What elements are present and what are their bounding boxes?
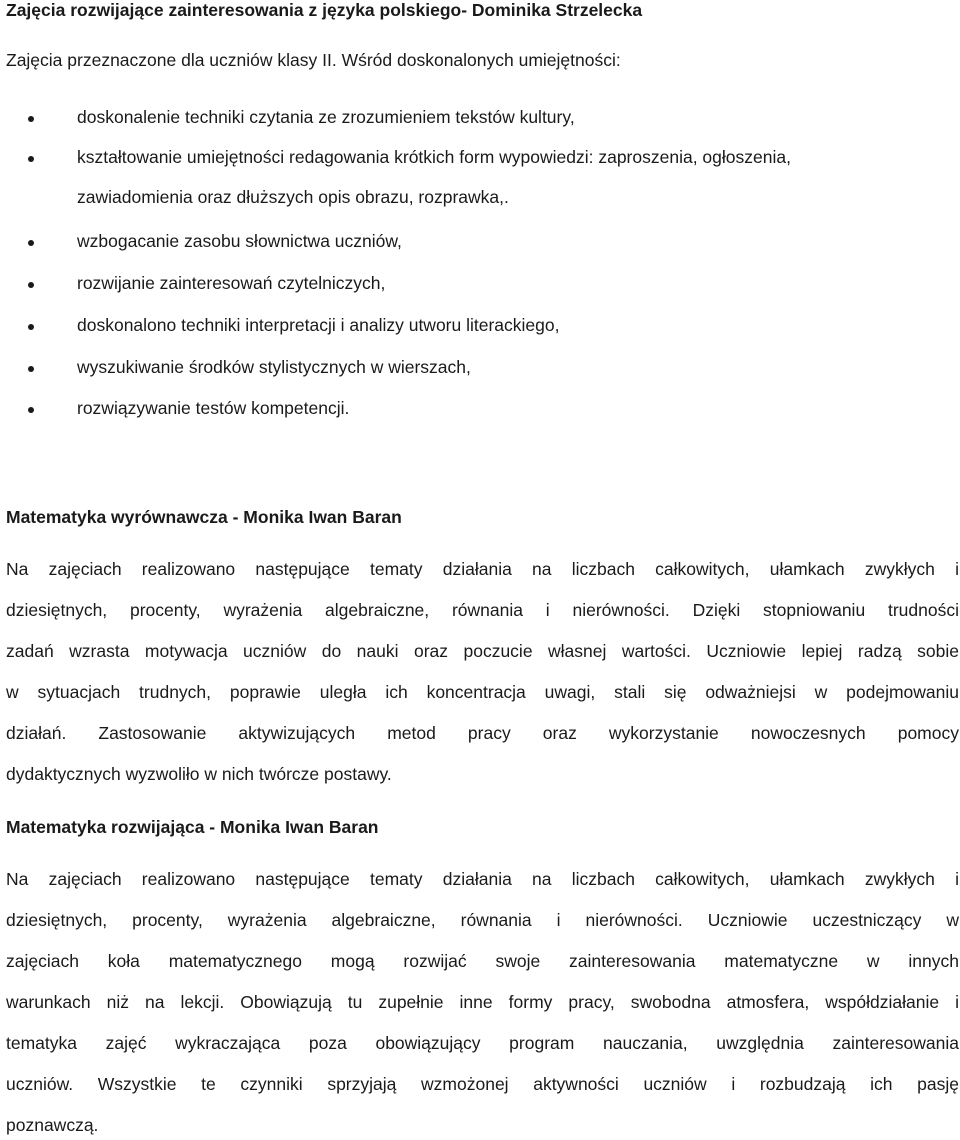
bullet-dot	[28, 116, 34, 122]
paragraph-line: dziesiętnych, procenty, wyrażenia algebraiczne, równania i nierówności. Uczniowie uczestniczący w	[6, 910, 959, 930]
bullet-dot	[28, 240, 34, 246]
list-item: wyszukiwanie środków stylistycznych w wierszach,	[77, 357, 471, 377]
paragraph-line: w sytuacjach trudnych, poprawie uległa ich koncentracja uwagi, stali się odważniejsi w podejmowaniu	[6, 682, 959, 702]
paragraph-line: dziesiętnych, procenty, wyrażenia algebraiczne, równania i nierówności. Dzięki stopniowaniu trudności	[6, 600, 959, 620]
paragraph-line: warunkach niż na lekcji. Obowiązują tu zupełnie inne formy pracy, swobodna atmosfera, współdziałanie i	[6, 992, 959, 1012]
bullet-dot	[28, 366, 34, 372]
list-item: rozwijanie zainteresowań czytelniczych,	[77, 273, 386, 293]
section-polish-title: Zajęcia rozwijające zainteresowania z języka polskiego- Dominika Strzelecka	[6, 0, 643, 20]
section-advanced-math-title: Matematyka rozwijająca - Monika Iwan Baran	[6, 817, 379, 837]
section-remedial-math-title: Matematyka wyrównawcza - Monika Iwan Baran	[6, 507, 402, 527]
list-item: rozwiązywanie testów kompetencji.	[77, 398, 350, 418]
paragraph-line: Na zajęciach realizowano następujące tematy działania na liczbach całkowitych, ułamkach zwykłych i	[6, 559, 959, 579]
bullet-dot	[28, 156, 34, 162]
section-polish-intro: Zajęcia przeznaczone dla uczniów klasy II. Wśród doskonalonych umiejętności:	[6, 50, 621, 70]
list-item: wzbogacanie zasobu słownictwa uczniów,	[77, 231, 402, 251]
list-item-continuation: zawiadomienia oraz dłuższych opis obrazu, rozprawka,.	[77, 187, 509, 207]
paragraph-line: działań. Zastosowanie aktywizujących metod pracy oraz wykorzystanie nowoczesnych pomocy	[6, 723, 959, 743]
paragraph-line: zadań wzrasta motywacja uczniów do nauki oraz poczucie własnej wartości. Uczniowie lepiej radzą sobie	[6, 641, 959, 661]
list-item: doskonalenie techniki czytania ze zrozumieniem tekstów kultury,	[77, 107, 575, 127]
paragraph-line: dydaktycznych wyzwoliło w nich twórcze postawy.	[6, 764, 392, 784]
list-item: kształtowanie umiejętności redagowania krótkich form wypowiedzi: zaproszenia, ogłoszenia,	[77, 147, 791, 167]
paragraph-line: poznawczą.	[6, 1115, 99, 1135]
list-item: doskonalono techniki interpretacji i analizy utworu literackiego,	[77, 315, 560, 335]
paragraph-line: tematyka zajęć wykraczająca poza obowiązujący program nauczania, uwzględnia zainteresowania	[6, 1033, 959, 1053]
bullet-dot	[28, 282, 34, 288]
paragraph-line: zajęciach koła matematycznego mogą rozwijać swoje zainteresowania matematyczne w innych	[6, 951, 959, 971]
paragraph-line: Na zajęciach realizowano następujące tematy działania na liczbach całkowitych, ułamkach zwykłych i	[6, 869, 959, 889]
bullet-dot	[28, 324, 34, 330]
paragraph-line: uczniów. Wszystkie te czynniki sprzyjają wzmożonej aktywności uczniów i rozbudzają ich pasję	[6, 1074, 959, 1094]
bullet-dot	[28, 407, 34, 413]
